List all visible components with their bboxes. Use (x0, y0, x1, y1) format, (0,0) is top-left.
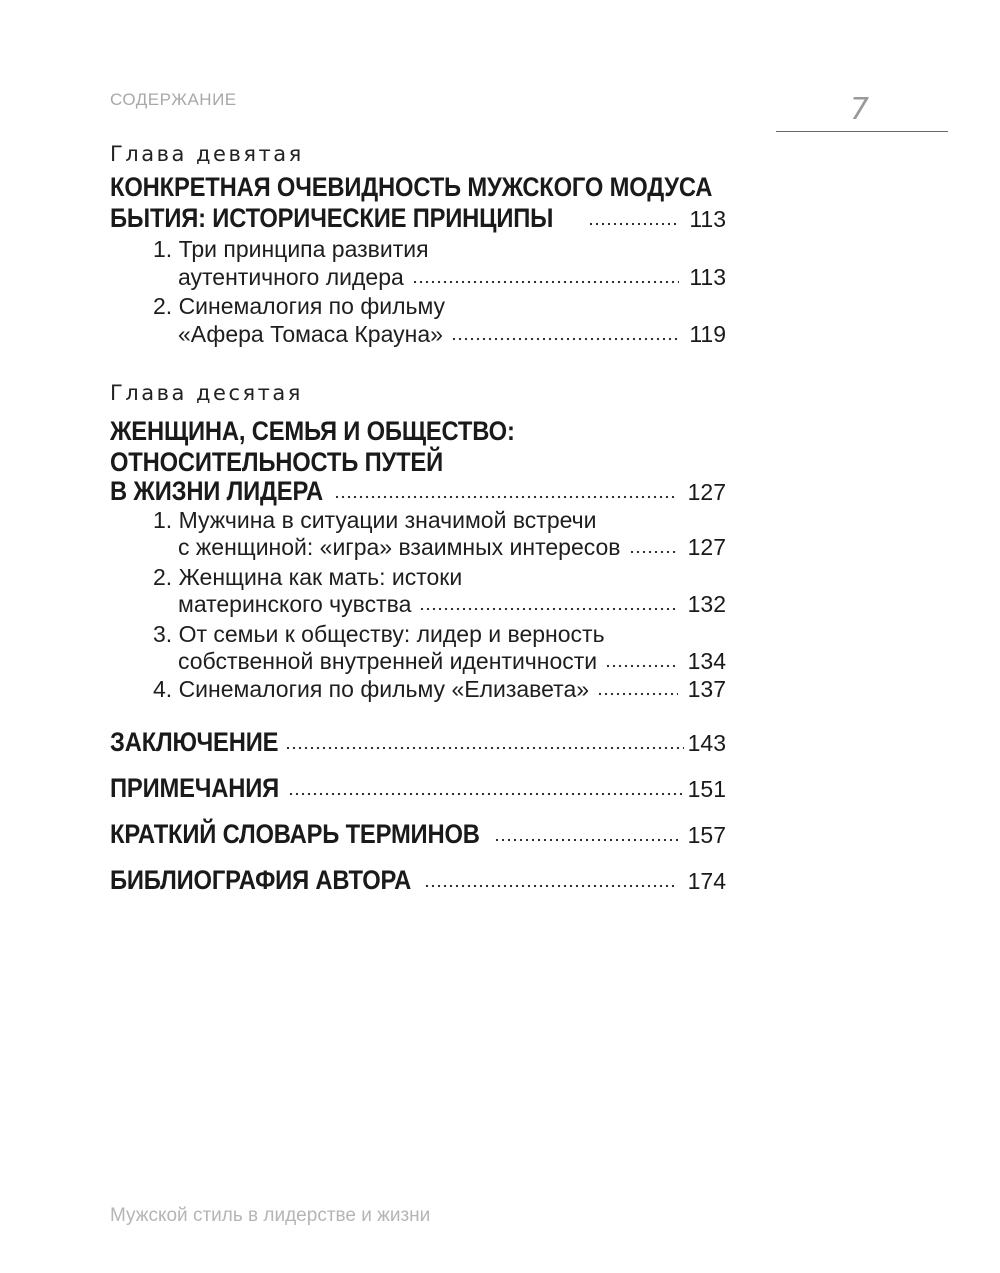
book-title-footer: Мужской стиль в лидерстве и жизни (110, 1205, 431, 1226)
page-ref: 134 (687, 648, 726, 674)
page-ref: 113 (689, 206, 726, 232)
chapter-10-title-line-1[interactable]: ЖЕНЩИНА, СЕМЬЯ И ОБЩЕСТВО: (110, 416, 515, 446)
chapter-9-label: Глава девятая (110, 142, 304, 166)
chapter-10-section-1-line-2: с женщиной: «игра» взаимных интересов (178, 534, 621, 560)
dot-leader (588, 217, 680, 227)
dot-leader (334, 490, 678, 500)
dot-leader (597, 687, 678, 697)
dot-leader (424, 879, 677, 889)
dot-leader (419, 602, 677, 612)
page-ref: 151 (687, 776, 726, 802)
chapter-10-section-3-line-1[interactable]: 3. От семьи к обществу: лидер и верность (153, 621, 605, 647)
page-ref: 127 (687, 534, 726, 560)
page-number-rule (776, 131, 948, 132)
page-ref: 119 (689, 321, 726, 347)
chapter-9-section-2-entry[interactable] (178, 321, 726, 348)
chapter-10-section-3-line-2: собственной внутренней идентичности (178, 648, 598, 674)
dot-leader (629, 545, 678, 555)
back-matter-title: ЗАКЛЮЧЕНИЕ (110, 727, 279, 757)
chapter-9-title-entry[interactable] (110, 203, 726, 234)
page-ref: 174 (687, 868, 726, 894)
back-matter-title: БИБЛИОГРАФИЯ АВТОРА (110, 865, 412, 895)
chapter-10-section-4-entry[interactable] (153, 676, 726, 703)
page-ref: 137 (687, 676, 726, 702)
dot-leader (412, 275, 680, 285)
dot-leader (605, 659, 677, 669)
chapter-10-title-line-2[interactable]: ОТНОСИТЕЛЬНОСТЬ ПУТЕЙ (110, 447, 443, 477)
chapter-10-section-1-line-1[interactable]: 1. Мужчина в ситуации значимой встречи (153, 507, 597, 533)
chapter-10-label: Глава десятая (110, 381, 303, 405)
back-matter-entry-notes[interactable] (110, 773, 726, 804)
chapter-10-section-2-entry[interactable] (178, 591, 726, 618)
dot-leader (494, 833, 677, 843)
chapter-9-section-2-line-1[interactable]: 2. Синемалогия по фильму (153, 293, 446, 319)
back-matter-title: ПРИМЕЧАНИЯ (110, 773, 280, 803)
chapter-9-section-1-entry[interactable] (178, 264, 726, 291)
section-header-label: СОДЕРЖАНИЕ (110, 90, 237, 109)
page-ref: 113 (689, 264, 726, 290)
dot-leader (285, 741, 683, 751)
dot-leader (451, 332, 679, 342)
chapter-10-section-3-entry[interactable] (178, 648, 726, 675)
back-matter-entry-conclusion[interactable] (110, 727, 726, 758)
chapter-10-title-line-3: В ЖИЗНИ ЛИДЕРА (110, 476, 324, 506)
chapter-10-section-2-line-2: материнского чувства (178, 591, 412, 617)
chapter-9-section-1-line-1[interactable]: 1. Три принципа развития (153, 236, 429, 262)
chapter-10-section-4-line-1: 4. Синемалогия по фильму «Елизавета» (153, 676, 590, 702)
chapter-10-section-2-line-1[interactable]: 2. Женщина как мать: истоки (153, 564, 463, 590)
page-number: 7 (850, 92, 870, 127)
chapter-9-section-2-line-2: «Афера Томаса Крауна» (178, 321, 443, 347)
page-ref: 143 (687, 730, 726, 756)
chapter-10-section-1-entry[interactable] (178, 534, 726, 561)
page-ref: 157 (687, 822, 726, 848)
back-matter-entry-glossary[interactable] (110, 819, 726, 850)
back-matter-title: КРАТКИЙ СЛОВАРЬ ТЕРМИНОВ (110, 819, 480, 849)
chapter-9-section-1-line-2: аутентичного лидера (178, 264, 404, 290)
back-matter-entry-bibliography[interactable] (110, 865, 726, 896)
chapter-9-title-line-1[interactable]: КОНКРЕТНАЯ ОЧЕВИДНОСТЬ МУЖСКОГО МОДУСА (110, 172, 713, 202)
chapter-9-title-line-2: БЫТИЯ: ИСТОРИЧЕСКИЕ ПРИНЦИПЫ (110, 203, 554, 233)
page-ref: 127 (687, 479, 726, 505)
chapter-10-title-entry[interactable] (110, 476, 726, 507)
page-ref: 132 (687, 591, 726, 617)
dot-leader (288, 787, 682, 797)
